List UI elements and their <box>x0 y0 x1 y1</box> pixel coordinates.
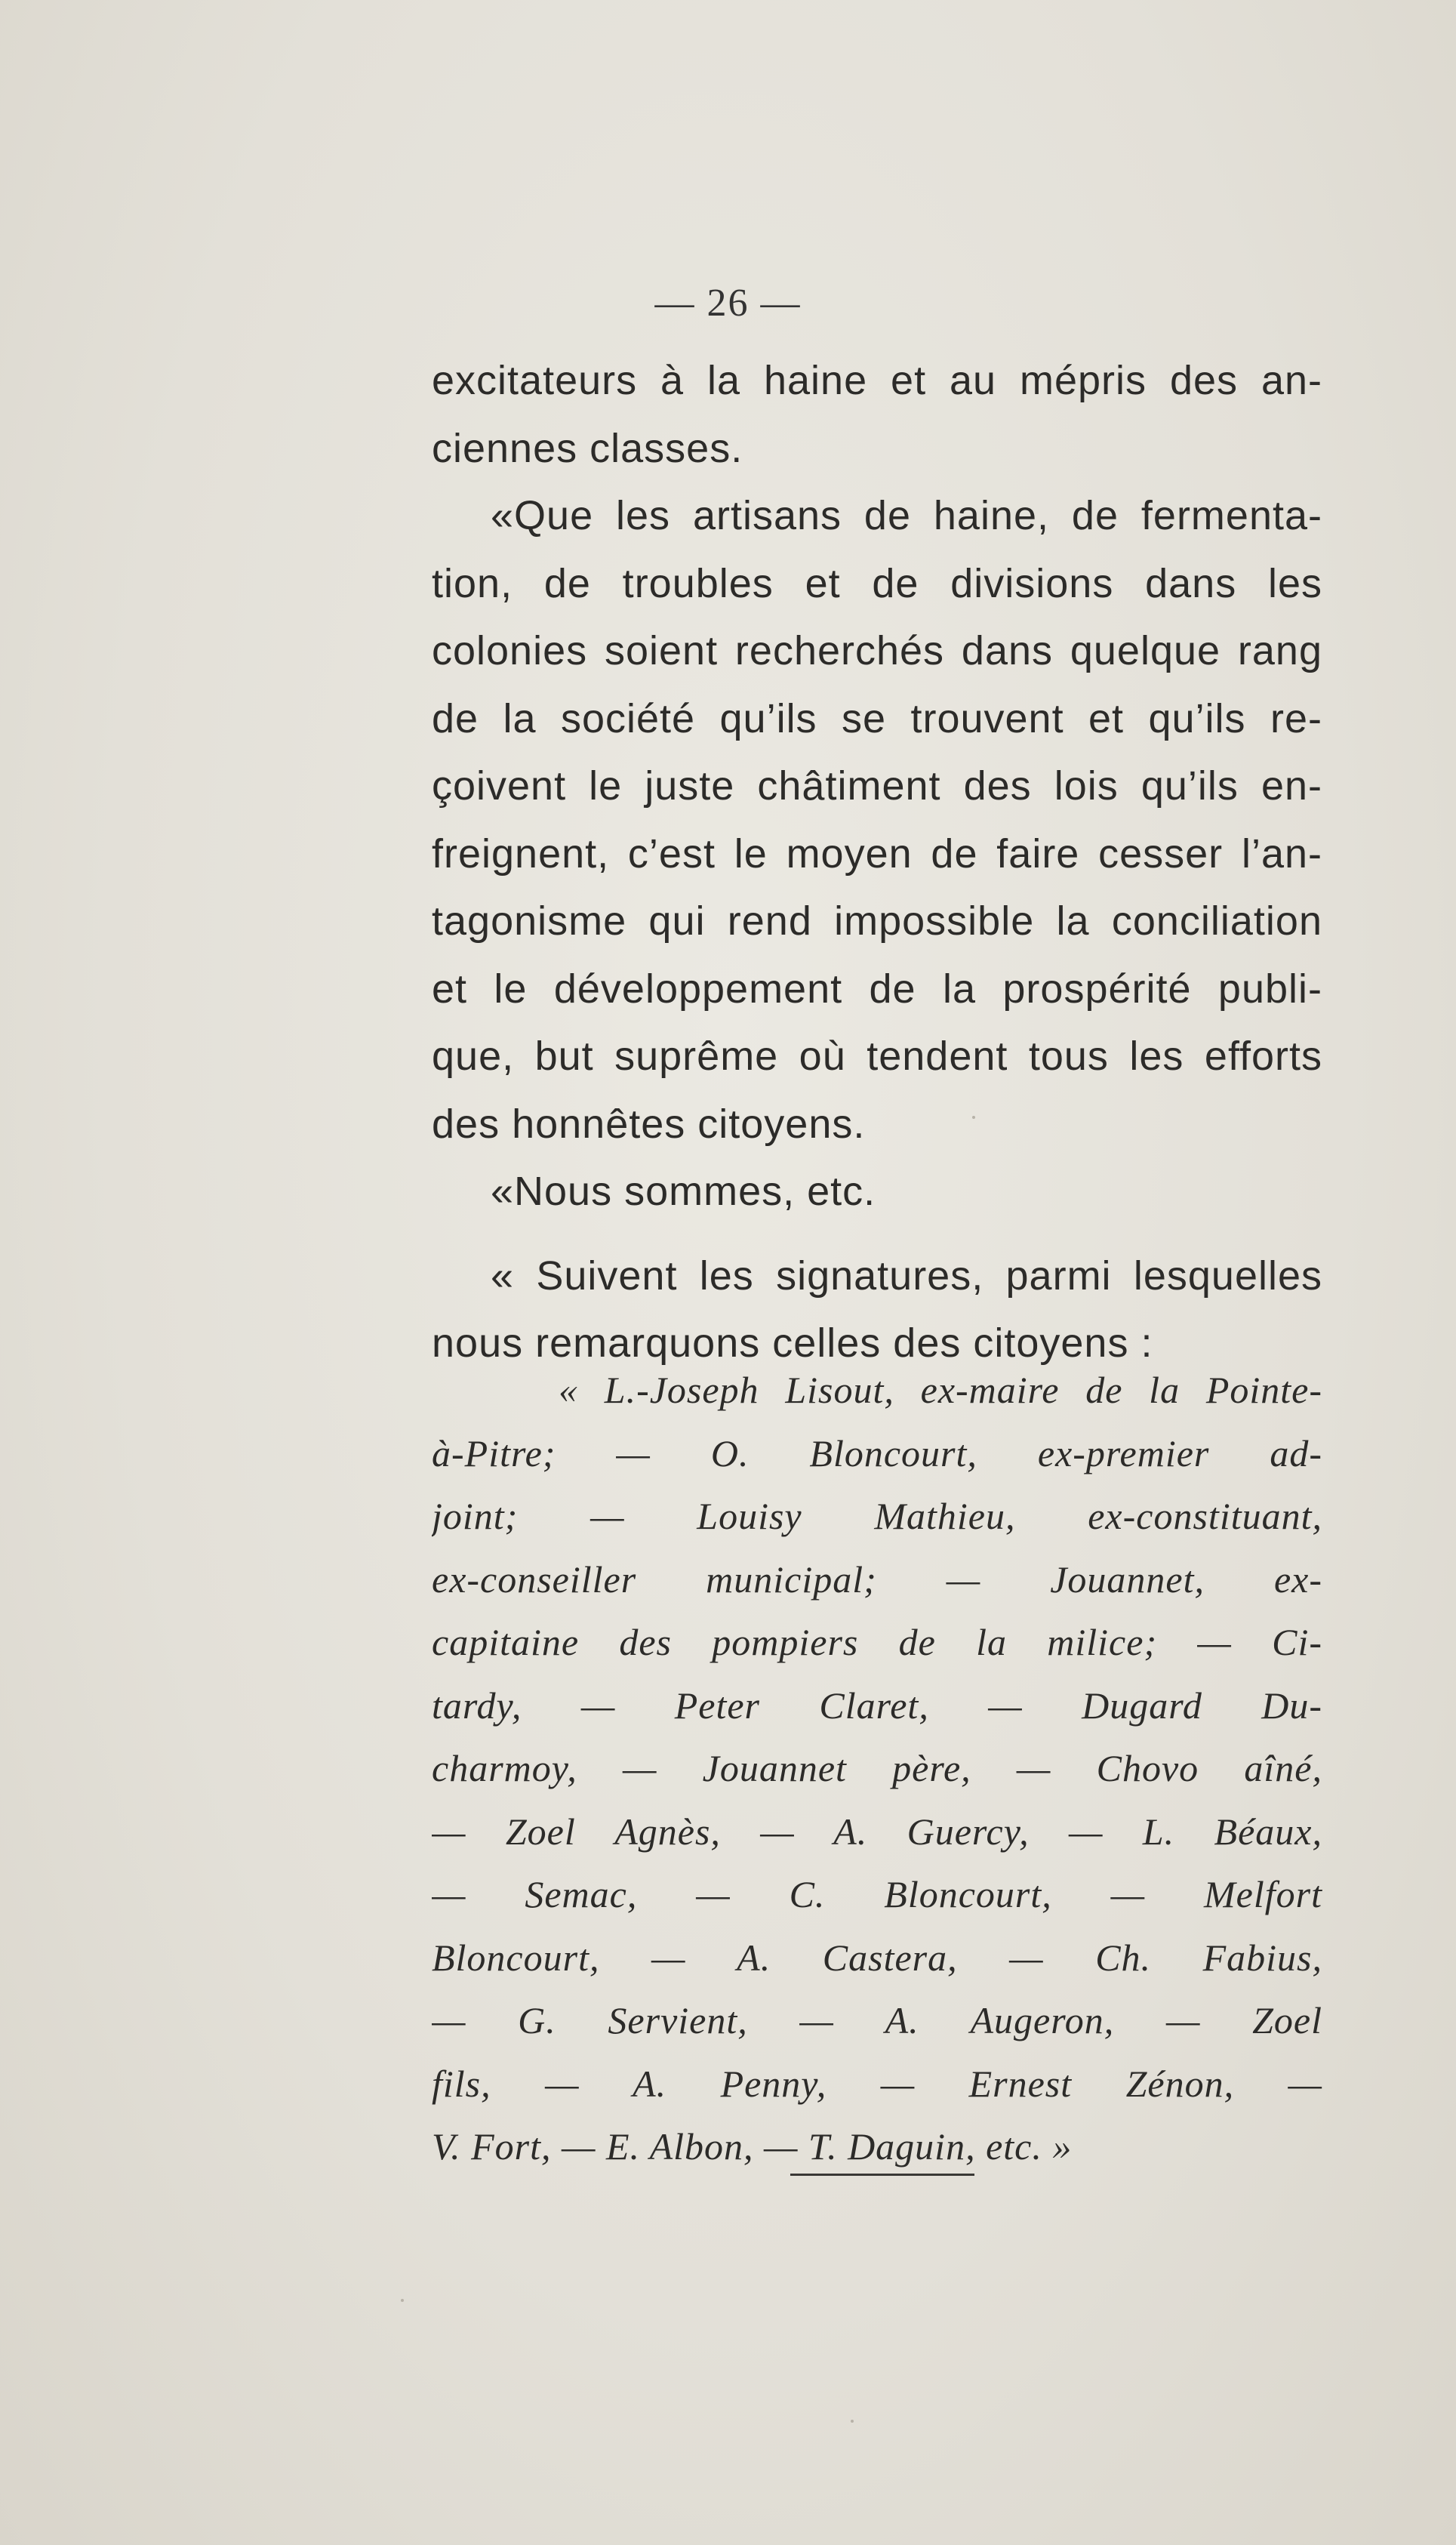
text-line: «Que les artisans de haine, de fermenta- <box>491 493 1322 538</box>
signature-line: à-Pitre; — O. Bloncourt, ex-premier ad- <box>432 1431 1322 1474</box>
signature-line: ex-conseiller municipal; — Jouannet, ex- <box>432 1558 1322 1601</box>
paper-speck <box>851 2420 854 2423</box>
text-line: que, but suprême où tendent tous les efforts <box>432 1034 1322 1079</box>
text-line: nous remarquons celles des citoyens : <box>432 1320 1153 1366</box>
paper-speck <box>401 2299 404 2302</box>
signature-line: — G. Servient, — A. Augeron, — Zoel <box>432 1999 1322 2041</box>
text-line: et le développement de la prospérité publi- <box>432 966 1322 1012</box>
text-line: de la société qu’ils se trouvent et qu’ils re- <box>432 695 1322 741</box>
signatures-block <box>432 1359 1322 2179</box>
text-line: colonies soient recherchés dans quelque rang <box>432 628 1322 673</box>
paragraph-gap <box>432 1226 1322 1243</box>
text-line: freignent, c’est le moyen de faire cesser l’an- <box>432 830 1322 877</box>
text-line: ciennes classes. <box>432 425 743 471</box>
paper-speck <box>972 1116 975 1119</box>
signature-line: Bloncourt, — A. Castera, — Ch. Fabius, <box>432 1936 1322 1979</box>
signature-line: « L.-Joseph Lisout, ex-maire de la Pointe- <box>559 1369 1322 1411</box>
signature-line: capitaine des pompiers de la milice; — Ci- <box>432 1621 1322 1663</box>
text-line: excitateurs à la haine et au mépris des an- <box>432 358 1322 403</box>
signature-line: — Zoel Agnès, — A. Guercy, — L. Béaux, <box>432 1810 1322 1853</box>
signature-line: fils, — A. Penny, — Ernest Zénon, — <box>432 2062 1322 2105</box>
signature-line: joint; — Louisy Mathieu, ex-constituant, <box>432 1495 1322 1537</box>
body-text <box>432 347 1322 1378</box>
text-line: « Suivent les signatures, parmi lesquelles <box>491 1252 1322 1299</box>
text-line: tion, de troubles et de divisions dans les <box>432 560 1322 606</box>
signature-line: tardy, — Peter Claret, — Dugard Du- <box>432 1684 1322 1727</box>
page-number: — 26 — <box>654 282 802 325</box>
signature-line: V. Fort, — E. Albon, — T. Daguin, etc. » <box>432 2125 1073 2168</box>
closing-rule <box>790 2174 974 2176</box>
signature-line: charmoy, — Jouannet père, — Chovo aîné, <box>432 1747 1322 1789</box>
text-line: des honnêtes citoyens. <box>432 1101 866 1147</box>
signature-line: — Semac, — C. Bloncourt, — Melfort <box>432 1873 1322 1915</box>
text-line: «Nous sommes, etc. <box>491 1169 876 1214</box>
text-line: tagonisme qui rend impossible la conciliation <box>432 898 1322 944</box>
text-line: çoivent le juste châtiment des lois qu’ils en- <box>432 763 1322 809</box>
